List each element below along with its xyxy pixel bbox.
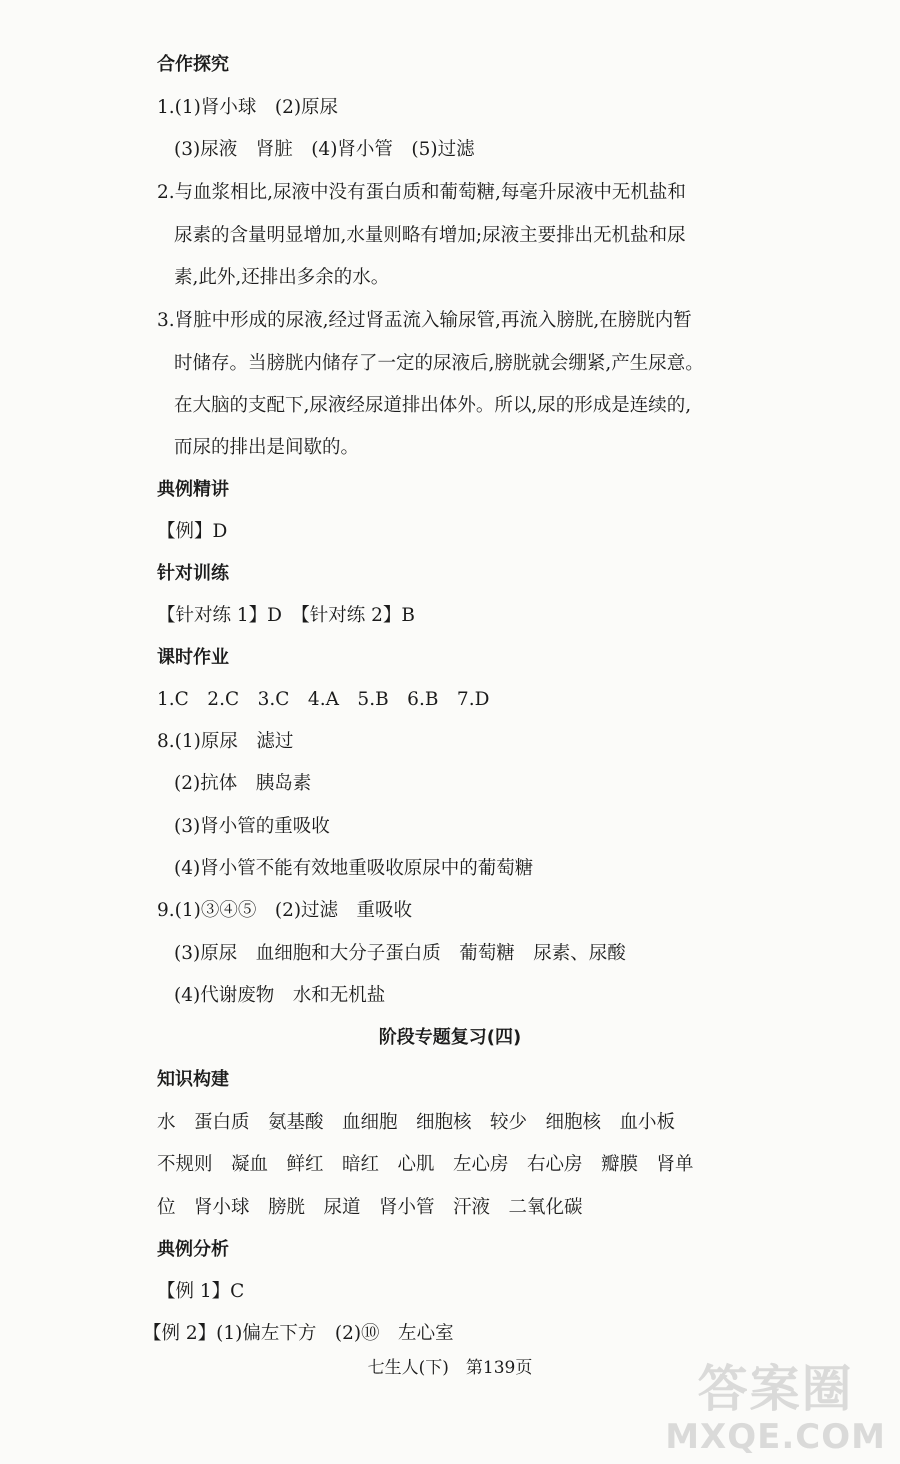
stage-title: 阶段专题复习(四)	[378, 1027, 522, 1048]
answer-line: 素,此外,还排出多余的水。	[174, 267, 390, 288]
answer-line: 【例 1】C	[157, 1281, 245, 1302]
answer-line: (2)抗体 胰岛素	[174, 773, 312, 794]
section-heading-zhishi: 知识构建	[157, 1069, 229, 1090]
answer-line: (4)代谢废物 水和无机盐	[174, 985, 386, 1006]
answer-line: 3.肾脏中形成的尿液,经过肾盂流入输尿管,再流入膀胱,在膀胱内暂	[157, 310, 692, 331]
answer-line: (3)肾小管的重吸收	[174, 816, 330, 837]
answer-line: 在大脑的支配下,尿液经尿道排出体外。所以,尿的形成是连续的,	[174, 395, 692, 416]
section-heading-dianlifenxi: 典例分析	[157, 1239, 229, 1260]
answer-line: 而尿的排出是间歇的。	[174, 437, 360, 458]
section-heading-keshi: 课时作业	[157, 647, 229, 668]
watermark-line2: MXQE.COM	[665, 1417, 886, 1457]
answer-line: 尿素的含量明显增加,水量则略有增加;尿液主要排出无机盐和尿	[174, 225, 686, 246]
answer-line: 不规则 凝血 鲜红 暗红 心肌 左心房 右心房 瓣膜 肾单	[157, 1154, 694, 1175]
answer-line: 1.C 2.C 3.C 4.A 5.B 6.B 7.D	[157, 689, 490, 710]
answer-line: (3)尿液 肾脏 (4)肾小管 (5)过滤	[174, 139, 475, 160]
page-footer: 七生人(下) 第139页	[367, 1358, 533, 1378]
answer-line: 8.(1)原尿 滤过	[157, 731, 294, 752]
answer-line: 时储存。当膀胱内储存了一定的尿液后,膀胱就会绷紧,产生尿意。	[174, 353, 704, 374]
section-heading-zhendui: 针对训练	[157, 563, 229, 584]
section-heading-dianli: 典例精讲	[157, 479, 229, 500]
answer-line: 水 蛋白质 氨基酸 血细胞 细胞核 较少 细胞核 血小板	[157, 1112, 676, 1133]
answer-line: 1.(1)肾小球 (2)原尿	[157, 97, 339, 118]
answer-line: (3)原尿 血细胞和大分子蛋白质 葡萄糖 尿素、尿酸	[174, 943, 626, 964]
watermark-line1: 答案圈	[697, 1360, 854, 1418]
answer-line: (4)肾小管不能有效地重吸收原尿中的葡萄糖	[174, 858, 534, 879]
answer-line: 2.与血浆相比,尿液中没有蛋白质和葡萄糖,每毫升尿液中无机盐和	[157, 182, 686, 203]
answer-line: 【针对练 1】D 【针对练 2】B	[157, 605, 415, 626]
answer-line: 9.(1)③④⑤ (2)过滤 重吸收	[157, 900, 413, 921]
answer-line: 【例 2】(1)偏左下方 (2)⑩ 左心室	[143, 1323, 454, 1344]
answer-line: 位 肾小球 膀胱 尿道 肾小管 汗液 二氧化碳	[157, 1197, 583, 1218]
section-heading-heje: 合作探究	[157, 54, 229, 75]
watermark-logo	[665, 1360, 886, 1457]
answer-line: 【例】D	[157, 521, 228, 542]
